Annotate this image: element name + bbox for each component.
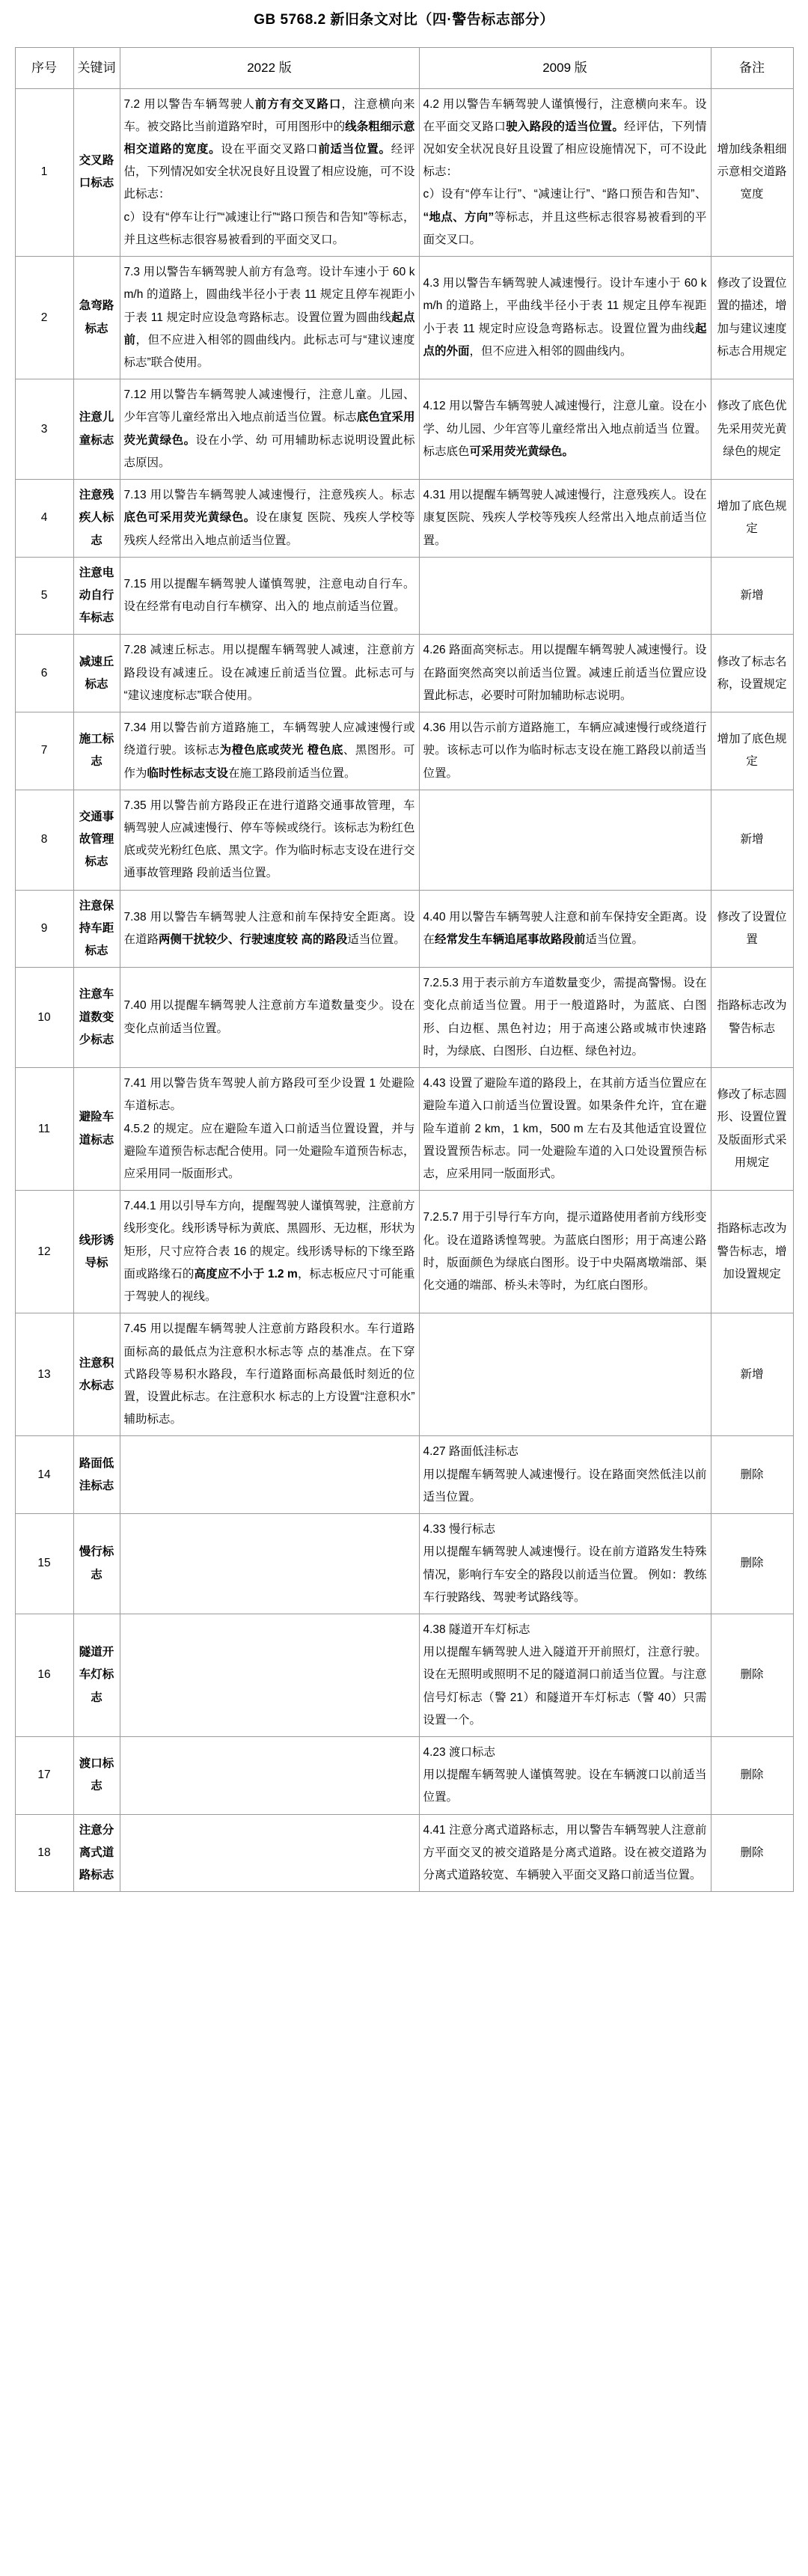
table-row (15, 557, 793, 635)
row-note: 删除 (711, 1436, 793, 1514)
row-keyword: 注意电动自行车标志 (73, 557, 120, 635)
table-row (15, 88, 793, 257)
row-sequence-number: 11 (15, 1068, 73, 1191)
row-note: 指路标志改为警告标志，增加设置规定 (711, 1191, 793, 1313)
row-note: 新增 (711, 1313, 793, 1436)
page-title: GB 5768.2 新旧条文对比（四·警告标志部分） (254, 12, 554, 28)
row-sequence-number: 15 (15, 1514, 73, 1614)
row-keyword: 减速丘标志 (73, 635, 120, 712)
row-sequence-number: 7 (15, 712, 73, 790)
table-row (15, 1737, 793, 1815)
row-clause-2022: 7.44.1 用以引导车方向，提醒驾驶人谨慎驾驶，注意前方线形变化。线形诱导标为黄底、黑圆形、无边框，形状为矩形，尺寸应符合表 16 的规定。线形诱导标的下缘至路面或路缘石的高度应不小于 1.2 m，标志板应尺寸可能重于驾驶人的视线。 (120, 1191, 419, 1313)
row-clause-2022: 7.40 用以提醒车辆驾驶人注意前方车道数量变少。设在变化点前适当位置。 (120, 968, 419, 1068)
table-header (15, 47, 793, 88)
row-clause-2009: 4.26 路面高突标志。用以提醒车辆驾驶人减速慢行。设在路面突然高突以前适当位置。减速丘前适当位置应设置此标志，必要时可附加辅助标志说明。 (419, 635, 711, 712)
row-keyword: 交叉路口标志 (73, 88, 120, 257)
row-clause-2009: 7.2.5.7 用于引导行车方向，提示道路使用者前方线形变化。设在道路诱惶驾驶。为蓝底白图形；用于高速公路时，版面颜色为绿底白图形。设于中央隔离墩端部、渠化交通的端部、桥头未等时，为红底白图形。 (419, 1191, 711, 1313)
row-note: 增加了底色规定 (711, 480, 793, 558)
row-keyword: 注意残疾人标志 (73, 480, 120, 558)
row-keyword: 隧道开车灯标志 (73, 1614, 120, 1736)
row-clause-2009: 4.40 用以警告车辆驾驶人注意和前车保持安全距离。设在经常发生车辆追尾事故路段前适当位置。 (419, 890, 711, 968)
row-keyword: 注意车道数变少标志 (73, 968, 120, 1068)
table-header-row (15, 47, 793, 88)
row-note: 删除 (711, 1814, 793, 1892)
row-keyword: 注意分离式道路标志 (73, 1814, 120, 1892)
row-clause-2022 (120, 1514, 419, 1614)
table-row (15, 712, 793, 790)
row-clause-2022: 7.28 减速丘标志。用以提醒车辆驾驶人减速，注意前方路段设有减速丘。设在减速丘前适当位置。此标志可与“建议速度标志”联合使用。 (120, 635, 419, 712)
column-header-keyword: 关键词 (73, 47, 120, 88)
row-keyword: 注意保持车距标志 (73, 890, 120, 968)
table-row (15, 1514, 793, 1614)
row-clause-2009: 4.38 隧道开车灯标志 用以提醒车辆驾驶人进入隧道开开前照灯，注意行驶。设在无照明或照明不足的隧道洞口前适当位置。与注意信号灯标志（警 21）和隧道开车灯标志（警 40）只需设置一个。 (419, 1614, 711, 1736)
row-sequence-number: 8 (15, 790, 73, 890)
row-clause-2009 (419, 790, 711, 890)
row-sequence-number: 6 (15, 635, 73, 712)
row-keyword: 施工标志 (73, 712, 120, 790)
row-note: 增加线条粗细示意相交道路宽度 (711, 88, 793, 257)
row-clause-2022: 7.13 用以警告车辆驾驶人减速慢行，注意残疾人。标志底色可采用荧光黄绿色。设在康复 医院、残疾人学校等残疾人经常出入地点前适当位置。 (120, 480, 419, 558)
table-row (15, 1814, 793, 1892)
row-note: 删除 (711, 1514, 793, 1614)
row-clause-2009: 4.41 注意分离式道路标志，用以警告车辆驾驶人注意前方平面交叉的被交道路是分离式道路。设在被交道路为分离式道路较宽、车辆驶入平面交叉路口前适当位置。 (419, 1814, 711, 1892)
row-clause-2009: 4.33 慢行标志 用以提醒车辆驾驶人减速慢行。设在前方道路发生特殊情况，影响行车安全的路段以前适当位置。 例如：教练车行驶路线、驾驶考试路线等。 (419, 1514, 711, 1614)
row-clause-2009: 4.3 用以警告车辆驾驶人减速慢行。设计车速小于 60 km/h 的道路上，平曲线半径小于表 11 规定且停车视距小于表 11 规定时应设急弯路标志。设置位置为曲线起点的外面，但不应进入相邻的圆曲线内。 (419, 257, 711, 379)
row-clause-2009: 4.36 用以告示前方道路施工，车辆应减速慢行或绕道行驶。该标志可以作为临时标志支设在施工路段以前适当位置。 (419, 712, 711, 790)
row-clause-2022: 7.2 用以警告车辆驾驶人前方有交叉路口，注意横向来车。被交路比当前道路窄时，可用图形中的线条粗细示意相交道路的宽度。设在平面交叉路口前适当位置。经评估，下列情况如安全状况良好且设置了相应设施，可不设此标志： c）设有“停车让行”“减速让行”“路口预告和告知”等标志，并且这些标志很容易被看到的平面交叉口。 (120, 88, 419, 257)
row-sequence-number: 14 (15, 1436, 73, 1514)
row-sequence-number: 4 (15, 480, 73, 558)
row-note: 修改了设置位置 (711, 890, 793, 968)
table-row (15, 379, 793, 480)
row-sequence-number: 5 (15, 557, 73, 635)
row-note: 修改了标志圆形、设置位置及版面形式采用规定 (711, 1068, 793, 1191)
column-header-2022: 2022 版 (120, 47, 419, 88)
row-clause-2009: 7.2.5.3 用于表示前方车道数量变少，需提高警惕。设在变化点前适当位置。用于一般道路时，为蓝底、白图形、白边框、黑色衬边；用于高速公路或城市快速路时，为绿底、白图形、白边框、绿色衬边。 (419, 968, 711, 1068)
table-row (15, 1614, 793, 1736)
table-row (15, 890, 793, 968)
row-note: 增加了底色规定 (711, 712, 793, 790)
table-row (15, 1191, 793, 1313)
row-note: 新增 (711, 557, 793, 635)
row-clause-2009: 4.2 用以警告车辆驾驶人谨慎慢行，注意横向来车。设在平面交叉路口驶入路段的适当位置。经评估，下列情况如安全状况良好且设置了相应设施情况下，可不设此标志： c）设有“停车让行”、“减速让行”、“路口预告和告知”、“地点、方向”等标志，并且这些标志很容易被看到的平面交叉口。 (419, 88, 711, 257)
row-clause-2022: 7.12 用以警告车辆驾驶人减速慢行，注意儿童。儿园、少年宫等儿童经常出入地点前适当位置。标志底色宜采用荧光黄绿色。设在小学、幼 可用辅助标志说明设置此标志原因。 (120, 379, 419, 480)
row-clause-2022 (120, 1814, 419, 1892)
row-sequence-number: 10 (15, 968, 73, 1068)
row-keyword: 路面低洼标志 (73, 1436, 120, 1514)
column-header-note: 备注 (711, 47, 793, 88)
table-row (15, 1313, 793, 1436)
row-keyword: 线形诱导标 (73, 1191, 120, 1313)
row-clause-2009: 4.43 设置了避险车道的路段上，在其前方适当位置应在避险车道入口前适当位置设置。如果条件允许，宜在避险车道前 2 km，1 km，500 m 左右及其他适宜设置位置设置预告标志。同一处避险车道的入口处设置预告标志，应采用同一版面形式。 (419, 1068, 711, 1191)
row-keyword: 交通事故管理标志 (73, 790, 120, 890)
row-clause-2009 (419, 557, 711, 635)
row-clause-2009 (419, 1313, 711, 1436)
row-sequence-number: 3 (15, 379, 73, 480)
table-body (15, 88, 793, 1892)
row-clause-2022 (120, 1614, 419, 1736)
row-clause-2022: 7.35 用以警告前方路段正在进行道路交通事故管理，车辆驾驶人应减速慢行、停车等候或绕行。该标志为粉红色底或荧光粉红色底、黑文字。作为临时标志支设在进行交通事故管理路 段前适当位置。 (120, 790, 419, 890)
row-clause-2009: 4.12 用以警告车辆驾驶人减速慢行，注意儿童。设在小学、幼儿园、少年宫等儿童经常出入地点前适当 位置。标志底色可采用荧光黄绿色。 (419, 379, 711, 480)
row-keyword: 避险车道标志 (73, 1068, 120, 1191)
row-sequence-number: 9 (15, 890, 73, 968)
row-note: 修改了标志名称，设置规定 (711, 635, 793, 712)
row-note: 修改了底色优先采用荧光黄绿色的规定 (711, 379, 793, 480)
row-clause-2022: 7.3 用以警告车辆驾驶人前方有急弯。设计车速小于 60 km/h 的道路上，圆曲线半径小于表 11 规定且停车视距小于表 11 规定时应设急弯路标志。设置位置为圆曲线起点前，但不应进入相邻的圆曲线内。此标志可与“建议速度标志”联合使用。 (120, 257, 419, 379)
row-clause-2009: 4.23 渡口标志 用以提醒车辆驾驶人谨慎驾驶。设在车辆渡口以前适当位置。 (419, 1737, 711, 1815)
column-header-2009: 2009 版 (419, 47, 711, 88)
row-sequence-number: 16 (15, 1614, 73, 1736)
row-clause-2009: 4.27 路面低洼标志 用以提醒车辆驾驶人减速慢行。设在路面突然低洼以前适当位置。 (419, 1436, 711, 1514)
row-keyword: 注意积水标志 (73, 1313, 120, 1436)
row-clause-2009: 4.31 用以提醒车辆驾驶人减速慢行，注意残疾人。设在康复医院、残疾人学校等残疾人经常出入地点前适当位置。 (419, 480, 711, 558)
column-header-seq: 序号 (15, 47, 73, 88)
row-keyword: 渡口标志 (73, 1737, 120, 1815)
row-clause-2022: 7.34 用以警告前方道路施工，车辆驾驶人应减速慢行或绕道行驶。该标志为橙色底或荧光 橙色底、黑图形。可作为临时性标志支设在施工路段前适当位置。 (120, 712, 419, 790)
row-keyword: 慢行标志 (73, 1514, 120, 1614)
row-keyword: 急弯路标志 (73, 257, 120, 379)
row-clause-2022: 7.41 用以警告货车驾驶人前方路段可至少设置 1 处避险车道标志。 4.5.2 的规定。应在避险车道入口前适当位置设置，并与避险车道预告标志配合使用。同一处避险车道预告标志，应采用同一版面形式。 (120, 1068, 419, 1191)
table-row (15, 1068, 793, 1191)
row-sequence-number: 17 (15, 1737, 73, 1815)
row-note: 修改了设置位置的描述，增加与建议速度标志合用规定 (711, 257, 793, 379)
table-row (15, 635, 793, 712)
row-clause-2022: 7.38 用以警告车辆驾驶人注意和前车保持安全距离。设在道路两侧干扰较少、行驶速度较 高的路段适当位置。 (120, 890, 419, 968)
table-row (15, 790, 793, 890)
row-note: 删除 (711, 1737, 793, 1815)
row-sequence-number: 13 (15, 1313, 73, 1436)
row-sequence-number: 12 (15, 1191, 73, 1313)
row-note: 新增 (711, 790, 793, 890)
row-sequence-number: 2 (15, 257, 73, 379)
row-sequence-number: 18 (15, 1814, 73, 1892)
row-sequence-number: 1 (15, 88, 73, 257)
table-row (15, 1436, 793, 1514)
row-note: 删除 (711, 1614, 793, 1736)
row-clause-2022: 7.45 用以提醒车辆驾驶人注意前方路段积水。车行道路面标高的最低点为注意积水标志等 点的基准点。在下穿式路段等易积水路段，车行道路面标高最低时刻近的位置，设置此标志。在注意积水 标志的上方设置“注意积水”辅助标志。 (120, 1313, 419, 1436)
table-row (15, 480, 793, 558)
table-row (15, 968, 793, 1068)
row-keyword: 注意儿童标志 (73, 379, 120, 480)
row-note: 指路标志改为警告标志 (711, 968, 793, 1068)
row-clause-2022 (120, 1737, 419, 1815)
row-clause-2022: 7.15 用以提醒车辆驾驶人谨慎驾驶，注意电动自行车。设在经常有电动自行车横穿、出入的 地点前适当位置。 (120, 557, 419, 635)
comparison-table (15, 47, 794, 1893)
row-clause-2022 (120, 1436, 419, 1514)
table-row (15, 257, 793, 379)
